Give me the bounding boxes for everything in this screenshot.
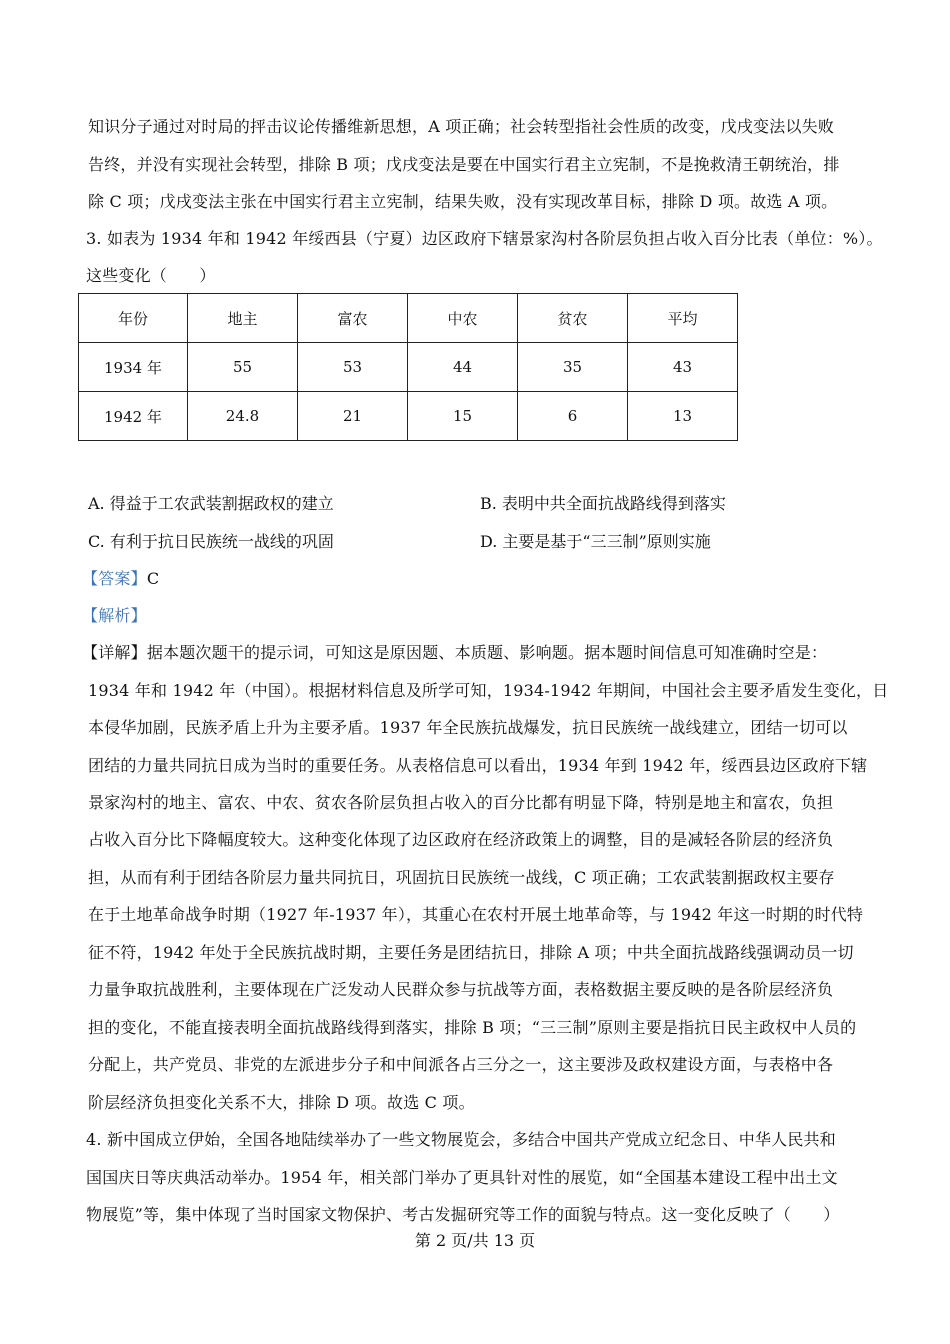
analysis-label-text: 【解析】 [82,606,147,625]
table-cell: 15 [408,392,518,441]
option-a: A. 得益于工农武装割据政权的建立 [88,494,334,513]
detail-line: 本侵华加剧，民族矛盾上升为主要矛盾。1937 年全民族抗战爆发，抗日民族统一战线建立，团结一切可以 [88,718,848,737]
detail-line: 团结的力量共同抗日成为当时的重要任务。从表格信息可以看出，1934 年到 1942 年，绥西县边区政府下辖 [88,756,868,775]
table-cell: 6 [518,392,628,441]
table-cell: 44 [408,343,518,392]
intro-line: 告终，并没有实现社会转型，排除 B 项；戊戌变法是要在中国实行君主立宪制，不是挽救清王朝统治，排 [88,155,840,174]
table-header: 年份 [79,294,188,343]
option-b: B. 表明中共全面抗战路线得到落实 [480,494,726,513]
answer-line [82,569,159,589]
detail-line: 景家沟村的地主、富农、中农、贫农各阶层负担占收入的百分比都有明显下降，特别是地主和富农，负担 [88,793,834,812]
table-header: 中农 [408,294,518,343]
answer-label: 【答案】 [82,569,147,588]
table-cell: 1942 年 [79,392,188,441]
option-d: D. 主要是基于“三三制”原则实施 [480,532,711,551]
intro-line: 知识分子通过对时局的抨击议论传播维新思想，A 项正确；社会转型指社会性质的改变，戊戌变法以失败 [88,117,835,136]
table-header: 富农 [298,294,408,343]
table-cell: 24.8 [188,392,298,441]
table-cell: 55 [188,343,298,392]
detail-line [82,643,827,663]
detail-line: 分配上，共产党员、非党的左派进步分子和中间派各占三分之一，这主要涉及政权建设方面，与表格中各 [88,1055,834,1074]
detail-line: 1934 年和 1942 年（中国）。根据材料信息及所学可知，1934-1942 年期间，中国社会主要矛盾发生变化，日 [88,681,889,700]
answer-value: C [146,569,160,588]
detail-line: 力量争取抗战胜利，主要体现在广泛发动人民群众参与抗战等方面，表格数据主要反映的是各阶层经济负 [88,980,834,999]
table-row [79,392,738,441]
question-3-stem: 这些变化（ ） [86,266,216,285]
table-header: 地主 [188,294,298,343]
option-c: C. 有利于抗日民族统一战线的巩固 [88,532,334,551]
table-cell: 13 [628,392,738,441]
table-cell: 35 [518,343,628,392]
detail-text: 据本题次题干的提示词，可知这是原因题、本质题、影响题。据本题时间信息可知准确时空是： [146,643,828,662]
detail-line: 担的变化，不能直接表明全面抗战路线得到落实，排除 B 项；“三三制”原则主要是指抗日民主政权中人员的 [88,1018,857,1037]
question-4-stem: 国国庆日等庆典活动举办。1954 年，相关部门举办了更具针对性的展览，如“全国基本建设工程中出土文 [86,1168,838,1187]
detail-line: 担，从而有利于团结各阶层力量共同抗日，巩固抗日民族统一战线，C 项正确；工农武装割据政权主要存 [88,868,835,887]
table-cell: 53 [298,343,408,392]
table-header-row [79,294,738,343]
detail-line: 在于土地革命战争时期（1927 年-1937 年），其重心在农村开展土地革命等，与 1942 年这一时期的时代特 [88,905,864,924]
table-header: 平均 [628,294,738,343]
table-cell: 21 [298,392,408,441]
question-3-stem: 3. 如表为 1934 年和 1942 年绥西县（宁夏）边区政府下辖景家沟村各阶层负担占收入百分比表（单位：%）。 [86,229,883,248]
burden-table [78,293,738,441]
table-header: 贫农 [518,294,628,343]
question-4-stem: 物展览”等，集中体现了当时国家文物保护、考古发掘研究等工作的面貌与特点。这一变化反映了（ ） [86,1205,840,1224]
intro-line: 除 C 项；戊戌变法主张在中国实行君主立宪制，结果失败，没有实现改革目标，排除 D 项。故选 A 项。 [88,192,838,211]
detail-line: 征不符，1942 年处于全民族抗战时期，主要任务是团结抗日，排除 A 项；中共全面抗战路线强调动员一切 [88,943,854,962]
page-footer: 第 2 页/共 13 页 [414,1231,536,1250]
table-cell: 1934 年 [79,343,188,392]
question-4-stem: 4. 新中国成立伊始，全国各地陆续举办了一些文物展览会，多结合中国共产党成立纪念日、中华人民共和 [86,1130,836,1149]
table-cell: 43 [628,343,738,392]
detail-line: 阶层经济负担变化关系不大，排除 D 项。故选 C 项。 [88,1093,475,1112]
table-row [79,343,738,392]
detail-label: 【详解】 [82,643,147,662]
analysis-label [82,606,147,626]
detail-line: 占收入百分比下降幅度较大。这种变化体现了边区政府在经济政策上的调整，目的是减轻各阶层的经济负 [88,830,834,849]
